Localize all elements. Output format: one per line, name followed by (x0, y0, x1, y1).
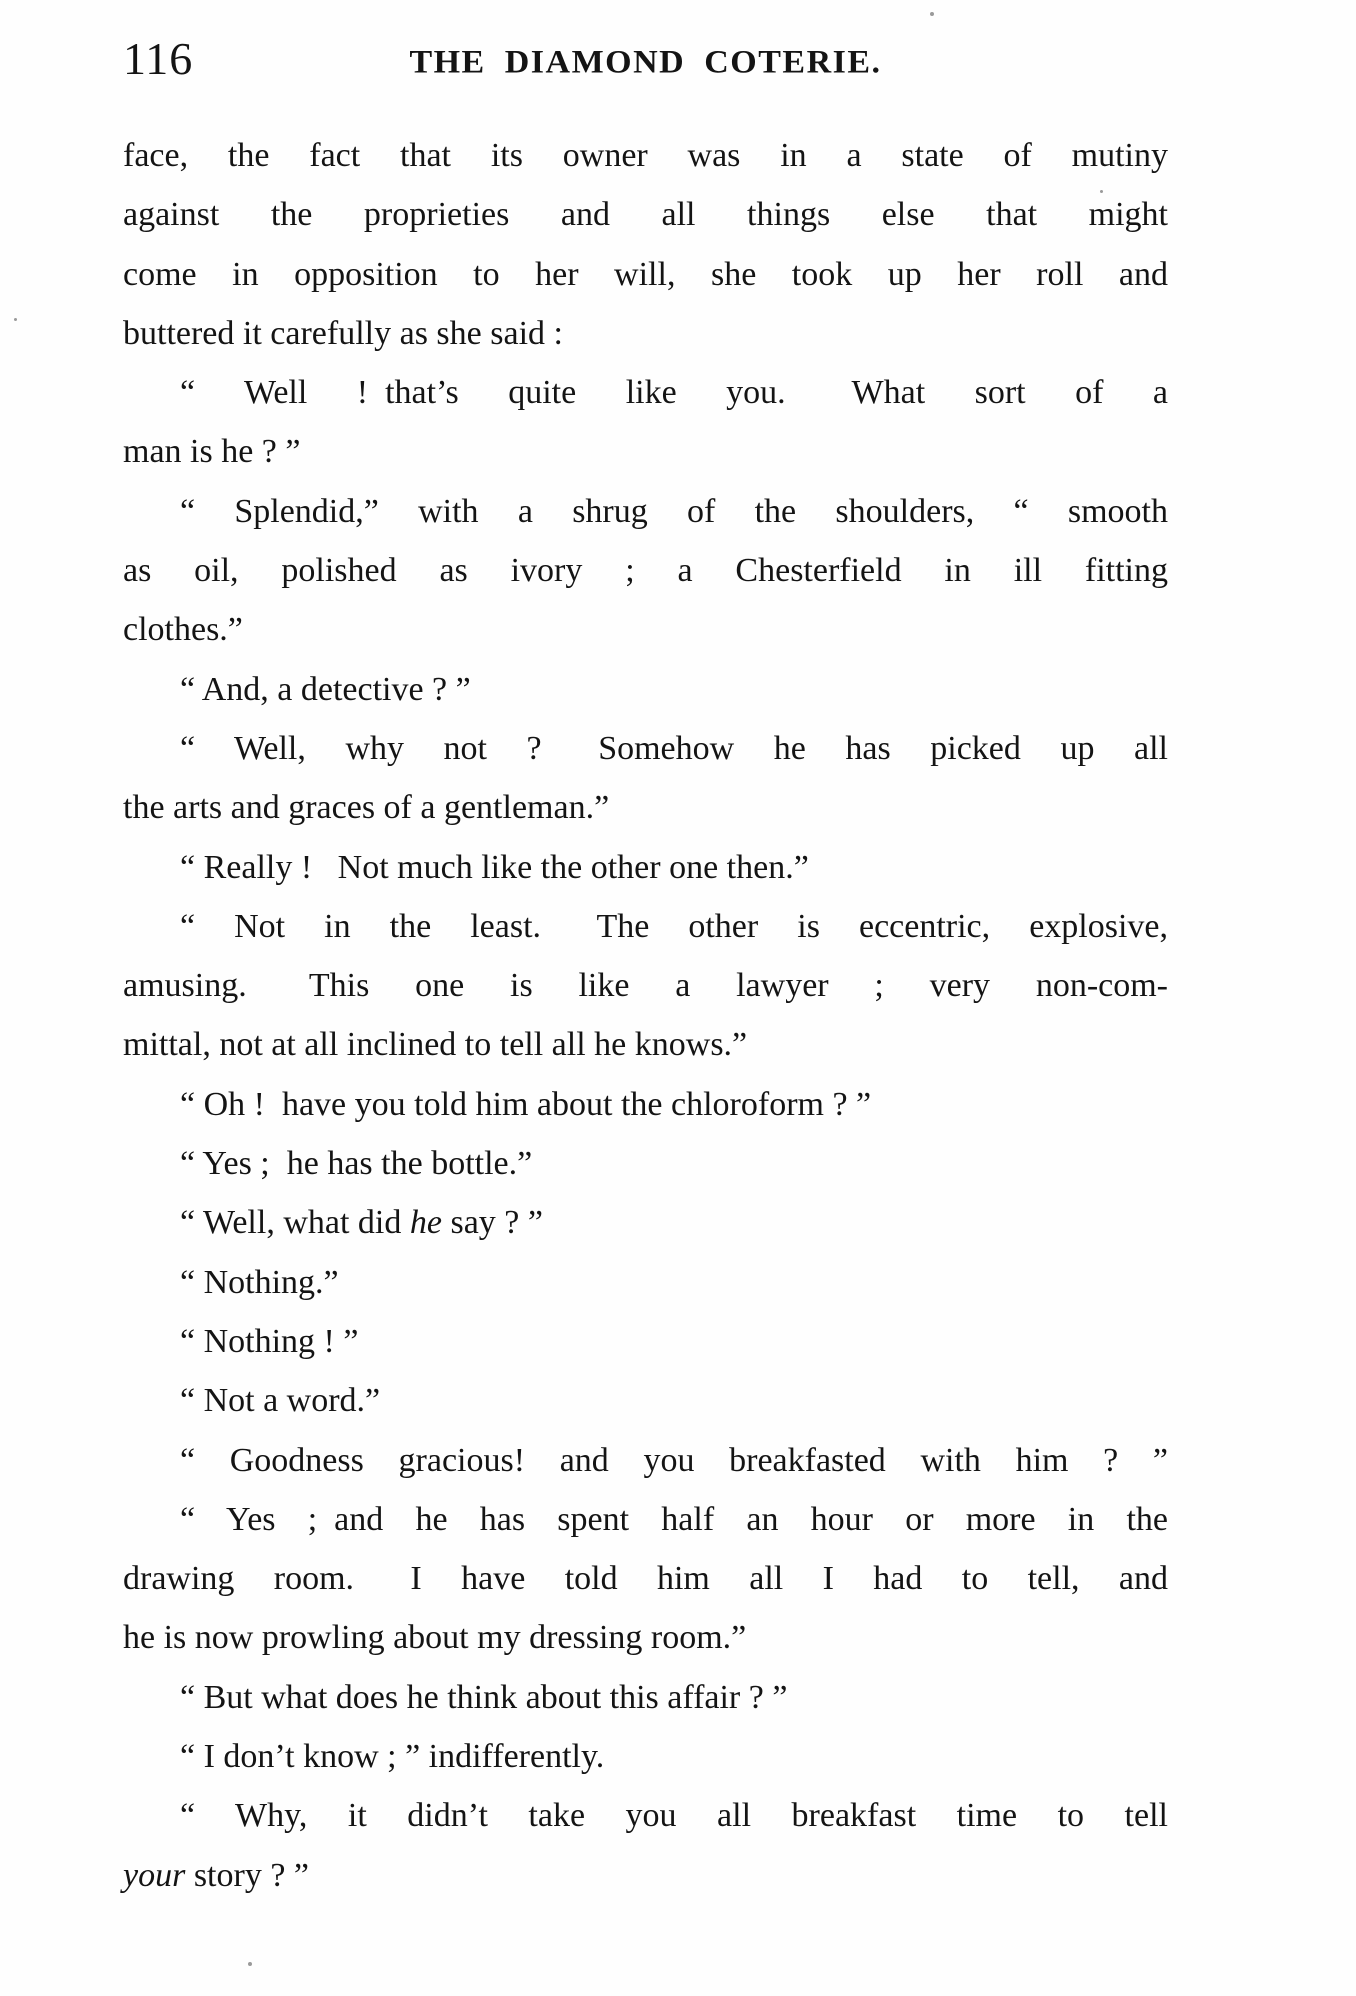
text-segment: “ I don’t know ; ” indifferently. (180, 1738, 605, 1776)
text-line (123, 1015, 1168, 1074)
text-line (123, 304, 1168, 363)
text-line (123, 838, 1168, 897)
text-segment: “ But what does he think about this affair ? ” (180, 1678, 788, 1716)
text-segment: “ Well ! that’s quite like you. What sort of a (180, 374, 1168, 412)
text-segment: “ Goodness gracious! and you breakfasted with him ? ” (180, 1441, 1168, 1479)
italic-text: he (409, 1204, 442, 1242)
text-line (123, 956, 1168, 1015)
text-segment: “ Not in the least. The other is eccentric, explosive, (180, 907, 1168, 945)
text-segment: “ Nothing.” (180, 1263, 339, 1301)
text-line (123, 1253, 1168, 1312)
text-segment: “ Yes ; he has the bottle.” (180, 1145, 533, 1183)
text-line (123, 185, 1168, 244)
text-line (123, 1075, 1168, 1134)
text-segment: amusing. This one is like a lawyer ; very non-com- (123, 967, 1168, 1005)
text-segment: he is now prowling about my dressing room.” (123, 1619, 747, 1657)
page-number: 116 (123, 33, 194, 84)
scan-artifact (930, 12, 934, 16)
text-segment: against the proprieties and all things else that might (123, 196, 1168, 234)
scan-artifact (248, 1962, 252, 1966)
text-line (123, 1193, 1168, 1252)
text-segment: “ Splendid,” with a shrug of the shoulders, “ smooth (180, 492, 1168, 530)
page-header (123, 33, 1168, 88)
text-segment: “ Not a word.” (180, 1382, 381, 1420)
text-line (123, 600, 1168, 659)
text-line (123, 1549, 1168, 1608)
text-line (123, 1371, 1168, 1430)
text-line (123, 363, 1168, 422)
text-line (123, 1431, 1168, 1490)
text-segment: come in opposition to her will, she took up her roll and (123, 255, 1168, 293)
text-line (123, 422, 1168, 481)
text-segment: drawing room. I have told him all I had to tell, and (123, 1560, 1168, 1598)
text-line (123, 482, 1168, 541)
text-line (123, 1668, 1168, 1727)
text-segment: “ Really ! Not much like the other one then.” (180, 848, 809, 886)
text-line (123, 660, 1168, 719)
text-segment: “ Oh ! have you told him about the chloroform ? ” (180, 1085, 872, 1123)
text-line (123, 778, 1168, 837)
text-line (123, 126, 1168, 185)
text-segment: “ Why, it didn’t take you all breakfast time to tell (180, 1797, 1168, 1835)
text-segment: mittal, not at all inclined to tell all he knows.” (123, 1026, 748, 1064)
text-line (123, 1786, 1168, 1845)
running-title: THE DIAMOND COTERIE. (409, 44, 882, 81)
scan-artifact (14, 318, 17, 321)
text-segment: “ Yes ; and he has spent half an hour or more in the (180, 1500, 1168, 1538)
text-line (123, 719, 1168, 778)
text-segment: as oil, polished as ivory ; a Chesterfield in ill fitting (123, 552, 1168, 590)
text-segment: buttered it carefully as she said : (123, 314, 563, 352)
text-segment: man is he ? ” (123, 433, 301, 471)
text-line (123, 1727, 1168, 1786)
text-line (123, 1490, 1168, 1549)
text-line (123, 245, 1168, 304)
page-body (123, 126, 1168, 1905)
text-segment: “ Well, why not ? Somehow he has picked up all (180, 729, 1168, 767)
text-line (123, 1312, 1168, 1371)
text-line (123, 1608, 1168, 1667)
text-segment: say ? ” (441, 1204, 543, 1242)
text-segment: “ And, a detective ? ” (180, 670, 471, 708)
text-line (123, 897, 1168, 956)
italic-text: your (123, 1856, 186, 1894)
text-line (123, 1134, 1168, 1193)
text-line (123, 541, 1168, 600)
scan-artifact (1100, 190, 1103, 193)
text-segment: “ Well, what did (180, 1204, 410, 1242)
text-segment: story ? ” (185, 1856, 310, 1894)
text-segment: clothes.” (123, 611, 243, 649)
text-segment: face, the fact that its owner was in a state of mutiny (123, 137, 1168, 174)
text-segment: “ Nothing ! ” (180, 1322, 359, 1360)
text-line (123, 1846, 1168, 1905)
text-segment: the arts and graces of a gentleman.” (123, 789, 610, 827)
